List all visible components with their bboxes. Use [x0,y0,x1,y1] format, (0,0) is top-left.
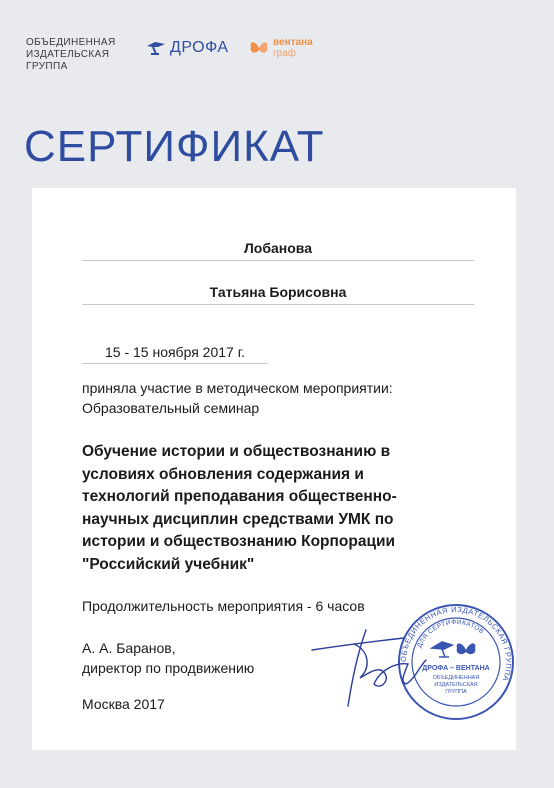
stamp-inner-text: ДЛЯ СЕРТИФИКАТОВ [416,618,486,649]
publisher-name [26,37,136,73]
topic-line: Обучение истории и обществознанию в [82,443,391,460]
drofa-logo [145,38,229,58]
recipient-surname: Лобанова [82,240,474,261]
certificate-header [0,0,554,190]
stamp-center-line2: ОБЪЕДИНЕННАЯ [432,675,480,681]
drofa-bird-icon [145,38,167,58]
publisher-line: ИЗДАТЕЛЬСКАЯ [26,49,110,60]
ventana-logo-line2: граф [273,48,296,59]
ventana-logo [248,37,313,59]
stamp-butterfly-icon [457,643,476,654]
stamp-outer-text: ОБЪЕДИНЕННАЯ ИЗДАТЕЛЬСКАЯ ГРУППА [398,604,514,683]
ventana-butterfly-icon [248,38,270,58]
event-type: Образовательный семинар [82,400,260,416]
topic-line: технологий преподавания общественно- [82,488,397,505]
topic-line: условиях обновления содержания и [82,465,364,483]
recipient-given-names: Татьяна Борисовна [82,284,474,305]
stamp-center-line1: ДРОФА – ВЕНТАНА [422,665,490,672]
place-year: Москва 2017 [82,696,165,712]
event-topic [82,441,502,576]
event-date: 15 - 15 ноября 2017 г. [82,344,268,364]
stamp-center-line3: ИЗДАТЕЛЬСКАЯ [434,682,478,688]
event-duration: Продолжительность мероприятия - 6 часов [82,598,365,614]
topic-line: научных дисциплин средствами УМК по [82,510,394,528]
certificate-body [32,188,516,750]
signatory-position: директор по продвижению [82,660,255,676]
ventana-logo-line1: вентана [273,37,313,48]
certificate-title: СЕРТИФИКАТ [24,122,325,171]
stamp-center-line4: ГРУППА [445,689,467,695]
drofa-logo-text: ДРОФА [170,39,229,56]
signatory-name: А. А. Баранов, [82,640,176,656]
topic-line: истории и обществознанию Корпорации [82,533,396,550]
handwritten-signature [308,622,458,712]
topic-line: "Российский учебник" [82,555,255,573]
publisher-line: ГРУППА [26,61,68,72]
publisher-line: ОБЪЕДИНЕННАЯ [26,37,116,48]
participation-text: приняла участие в методическом мероприятии: [82,380,393,396]
